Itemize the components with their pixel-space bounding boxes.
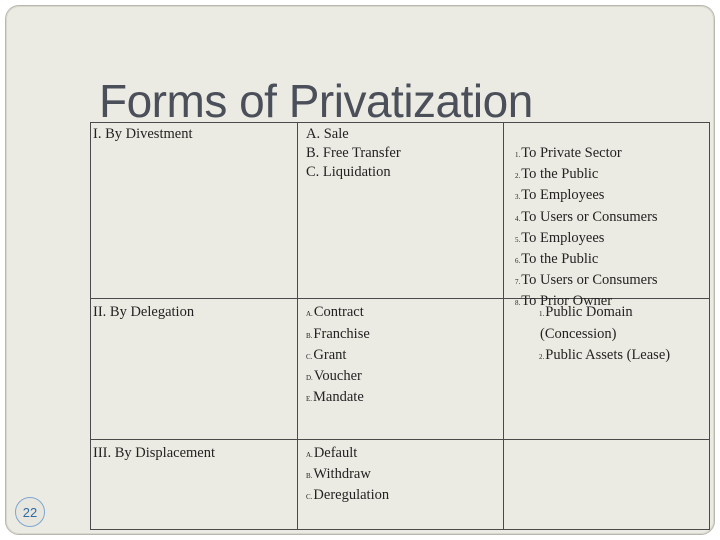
table-row [91,299,710,439]
target-item: 2.Public Assets (Lease) [539,346,671,363]
method-item: D.Voucher [306,368,362,385]
form-cell [91,123,298,299]
form-cell [91,439,298,529]
method-item: E.Mandate [306,389,364,406]
methods-cell [298,299,504,439]
target-item: 4.To Users or Consumers [515,208,658,225]
table-row [91,123,710,299]
target-item: 8.To Prior Owner [515,293,613,310]
target-item: 7.To Users or Consumers [515,272,658,289]
form-label: III. By Displacement [93,444,216,461]
method-item: B. Free Transfer [306,145,401,162]
target-item: (Concession) [540,325,617,342]
slide-number-badge: 22 [15,497,45,527]
targets-cell [504,123,710,310]
form-cell [91,299,298,439]
target-item: 5.To Employees [515,229,605,246]
method-item: C.Deregulation [306,487,390,504]
method-item: A.Default [306,444,358,461]
privatization-table [90,122,710,530]
target-item: 1.Public Domain [539,304,633,321]
method-item: B.Franchise [306,325,370,342]
methods-cell [298,123,504,299]
form-label: II. By Delegation [93,304,195,321]
method-item: C.Grant [306,346,347,363]
method-item: A. Sale [306,126,349,142]
method-item: C. Liquidation [306,164,391,181]
table-row [91,439,710,529]
method-item: A.Contract [306,304,364,321]
target-item: 1.To Private Sector [515,145,622,161]
methods-cell [298,439,504,529]
form-label: I. By Divestment [93,126,193,142]
target-item: 6.To the Public [515,251,599,268]
target-item: 2.To the Public [515,166,599,183]
slide-title: Forms of Privatization [99,75,533,127]
method-item: B.Withdraw [306,465,371,482]
target-item: 3.To Employees [515,187,605,204]
targets-cell [504,299,710,439]
targets-cell [504,439,710,529]
